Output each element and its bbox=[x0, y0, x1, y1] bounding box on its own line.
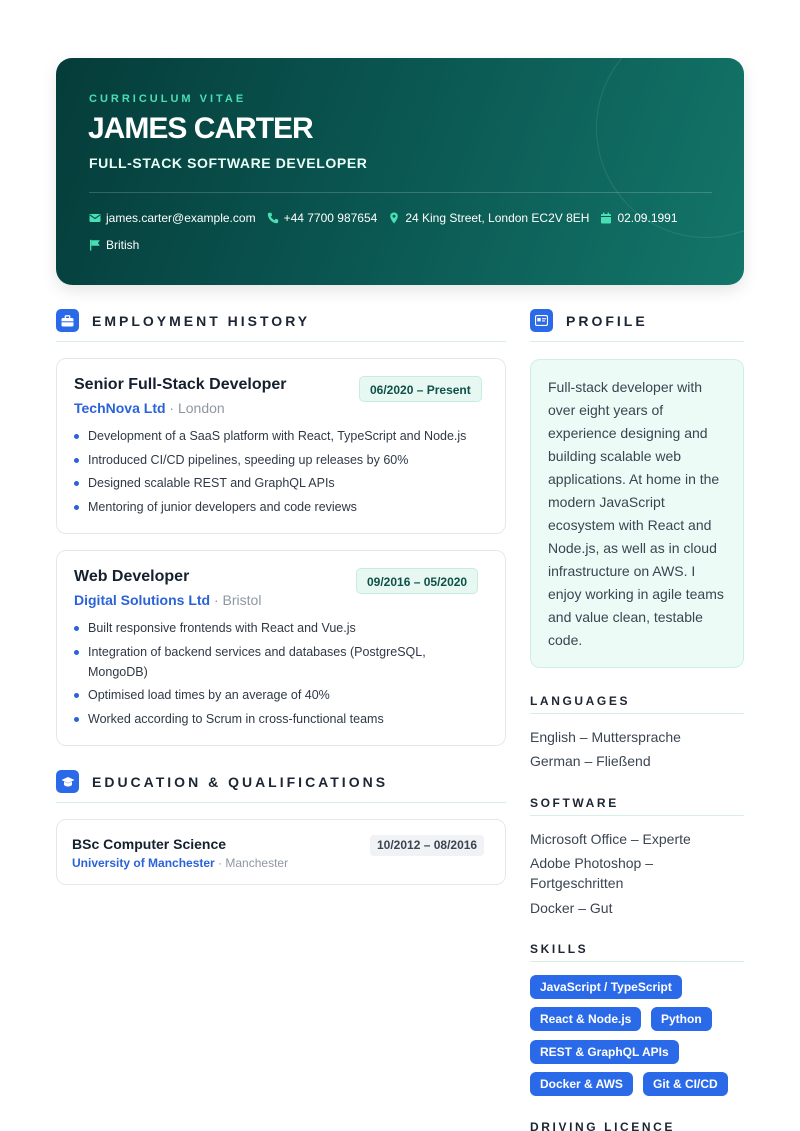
degree-title: BSc Computer Science bbox=[72, 836, 227, 852]
calendar-icon bbox=[600, 212, 612, 224]
contact-birthdate bbox=[600, 211, 677, 225]
skills-heading: SKILLS bbox=[530, 942, 589, 956]
contact-address bbox=[388, 211, 589, 225]
profile-heading-rule bbox=[530, 341, 744, 342]
flag-icon bbox=[89, 239, 101, 251]
school-location: · Manchester bbox=[214, 856, 289, 870]
language-item: English – Muttersprache bbox=[530, 729, 681, 745]
job-achievements bbox=[74, 618, 484, 732]
document-type-label: CURRICULUM VITAE bbox=[89, 93, 247, 105]
job-dates: 09/2016 – 05/2020 bbox=[356, 568, 478, 594]
skill-chip: Python bbox=[651, 1007, 712, 1031]
profile-summary: Full-stack developer with over eight years of experience designing and building scalable web applications. At home in the modern JavaScript ecosystem with React and Node.js, as well as in cloud infrastructure on AWS. I enjoy working in agile teams and value clean, testable code. bbox=[530, 359, 744, 668]
email-text: james.carter@example.com bbox=[106, 211, 256, 225]
address-text: 24 King Street, London EC2V 8EH bbox=[405, 211, 590, 225]
school-name: University of Manchester bbox=[72, 856, 215, 870]
employment-section-heading bbox=[56, 309, 310, 332]
skill-chip: Docker & AWS bbox=[530, 1072, 633, 1096]
job-card bbox=[56, 358, 506, 534]
list-item: Designed scalable REST and GraphQL APIs bbox=[74, 473, 484, 493]
software-rule bbox=[530, 815, 744, 816]
phone-text: +44 7700 987654 bbox=[283, 211, 378, 225]
software-item: Docker – Gut bbox=[530, 900, 613, 916]
phone-icon bbox=[267, 212, 279, 224]
contact-email[interactable] bbox=[89, 211, 256, 225]
software-item: Adobe Photoshop – Fortgeschritten bbox=[530, 855, 653, 891]
profile-heading-text: PROFILE bbox=[566, 312, 648, 329]
briefcase-icon bbox=[56, 309, 79, 332]
company-name: Digital Solutions Ltd bbox=[74, 592, 211, 608]
skill-chip: JavaScript / TypeScript bbox=[530, 975, 682, 999]
header-divider bbox=[89, 192, 712, 193]
education-heading-rule bbox=[56, 802, 506, 803]
list-item: Integration of backend services and databases (PostgreSQL, MongoDB) bbox=[74, 642, 484, 682]
language-item: German – Fließend bbox=[530, 753, 651, 769]
company-name: TechNova Ltd bbox=[74, 400, 166, 416]
job-achievements bbox=[74, 426, 484, 520]
employment-heading-rule bbox=[56, 341, 506, 342]
job-card bbox=[56, 550, 506, 746]
id-card-icon bbox=[530, 309, 553, 332]
company-location: · Bristol bbox=[210, 592, 262, 608]
skill-chip: REST & GraphQL APIs bbox=[530, 1040, 679, 1064]
software-heading: SOFTWARE bbox=[530, 796, 619, 810]
envelope-icon bbox=[89, 212, 101, 224]
list-item: Mentoring of junior developers and code reviews bbox=[74, 497, 484, 517]
graduation-cap-icon bbox=[56, 770, 79, 793]
skill-chip: React & Node.js bbox=[530, 1007, 641, 1031]
list-item: Worked according to Scrum in cross-functional teams bbox=[74, 709, 484, 729]
cv-header bbox=[56, 58, 744, 285]
skills-rule bbox=[530, 961, 744, 962]
map-pin-icon bbox=[388, 212, 400, 224]
contact-details bbox=[89, 210, 729, 264]
education-dates: 10/2012 – 08/2016 bbox=[370, 835, 484, 856]
skill-chip: Git & CI/CD bbox=[643, 1072, 728, 1096]
software-item: Microsoft Office – Experte bbox=[530, 831, 691, 847]
contact-nationality bbox=[89, 238, 139, 252]
list-item: Introduced CI/CD pipelines, speeding up releases by 60% bbox=[74, 450, 484, 470]
education-card bbox=[56, 819, 506, 885]
list-item: Development of a SaaS platform with React, TypeScript and Node.js bbox=[74, 426, 484, 446]
driving-licence-heading: DRIVING LICENCE bbox=[530, 1120, 676, 1131]
candidate-name: JAMES CARTER bbox=[88, 112, 313, 145]
education-institution bbox=[72, 856, 288, 870]
list-item: Built responsive frontends with React and Vue.js bbox=[74, 618, 484, 638]
employment-heading-text: EMPLOYMENT HISTORY bbox=[92, 312, 311, 329]
job-title: Senior Full-Stack Developer bbox=[74, 376, 287, 393]
languages-rule bbox=[530, 713, 744, 714]
profile-section-heading bbox=[530, 309, 648, 332]
list-item: Optimised load times by an average of 40% bbox=[74, 685, 484, 705]
education-section-heading bbox=[56, 770, 388, 793]
job-employer bbox=[74, 592, 261, 608]
job-title: Web Developer bbox=[74, 568, 190, 585]
job-dates: 06/2020 – Present bbox=[359, 376, 482, 402]
languages-heading: LANGUAGES bbox=[530, 694, 631, 708]
contact-phone[interactable] bbox=[267, 211, 378, 225]
education-heading-text: EDUCATION & QUALIFICATIONS bbox=[92, 773, 389, 790]
company-location: · London bbox=[165, 400, 225, 416]
candidate-role: FULL-STACK SOFTWARE DEVELOPER bbox=[89, 155, 368, 171]
job-employer bbox=[74, 400, 225, 416]
nationality-text: British bbox=[106, 238, 140, 252]
birthdate-text: 02.09.1991 bbox=[617, 211, 678, 225]
